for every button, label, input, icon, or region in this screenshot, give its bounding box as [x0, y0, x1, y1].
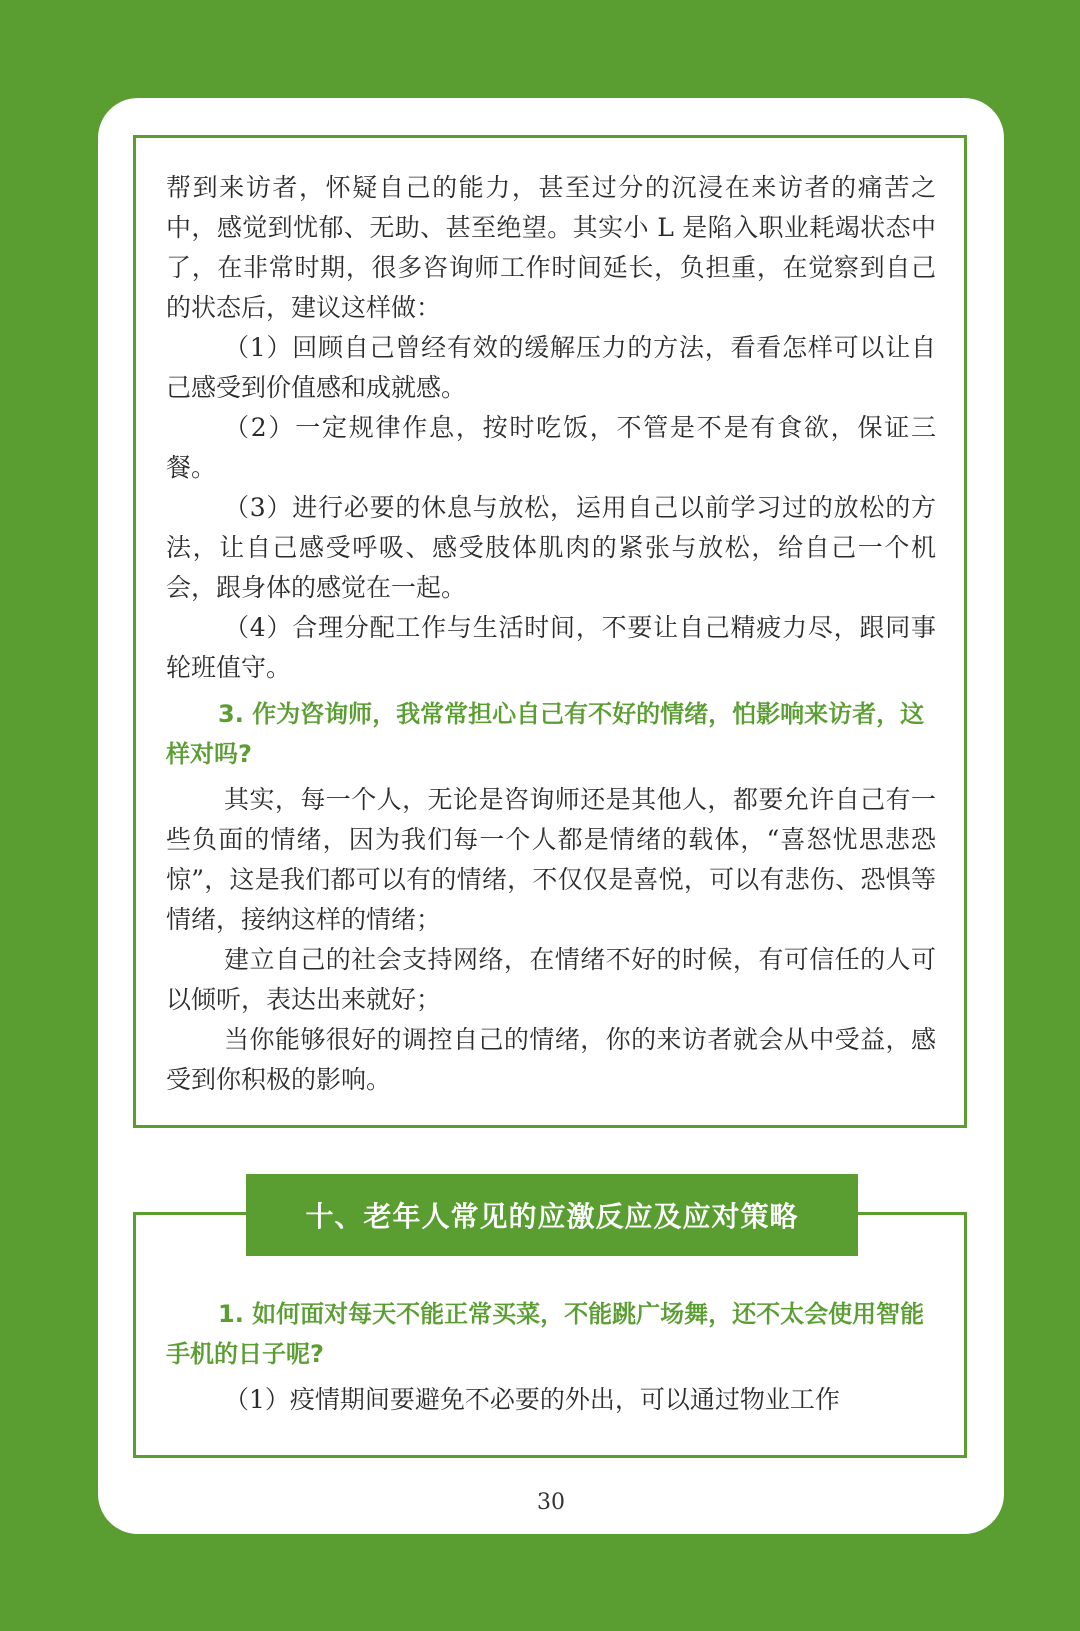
bottom-paragraph: （1）疫情期间要避免不必要的外出，可以通过物业工作 — [224, 1385, 840, 1414]
section-title: 十、老年人常见的应激反应及应对策略 — [305, 1200, 799, 1233]
question-heading-3: 3. 作为咨询师，我常常担心自己有不好的情绪，怕影响来访者，这样对吗? — [166, 700, 925, 768]
paragraph-intro: 帮到来访者，怀疑自己的能力，甚至过分的沉浸在来访者的痛苦之中，感觉到忧郁、无助、甚至绝望。其实小 L 是陷入职业耗竭状态中了，在非常时期，很多咨询师工作时间延长，负担重，在觉察到自己的状态后，建议这样做： — [166, 173, 936, 322]
section-title-banner — [246, 1174, 858, 1256]
bottom-content — [166, 1288, 936, 1420]
answer-paragraph-3: 当你能够很好的调控自己的情绪，你的来访者就会从中受益，感受到你积极的影响。 — [166, 1025, 936, 1094]
page-number: 30 — [537, 1490, 565, 1515]
answer-paragraph-2: 建立自己的社会支持网络，在情绪不好的时候，有可信任的人可以倾听，表达出来就好； — [166, 945, 936, 1014]
paragraph-step-3: （3）进行必要的休息与放松，运用自己以前学习过的放松的方法，让自己感受呼吸、感受肢体肌肉的紧张与放松，给自己一个机会，跟身体的感觉在一起。 — [166, 493, 936, 602]
answer-paragraph-1: 其实，每一个人，无论是咨询师还是其他人，都要允许自己有一些负面的情绪，因为我们每一个人都是情绪的载体，“喜怒忧思悲恐惊”，这是我们都可以有的情绪，不仅仅是喜悦，可以有悲伤、恐惧等情绪，接纳这样的情绪； — [166, 785, 936, 934]
page-card — [98, 98, 1004, 1534]
top-content — [166, 168, 936, 1100]
paragraph-step-2: （2）一定规律作息，按时吃饭，不管是不是有食欲，保证三餐。 — [166, 413, 936, 482]
paragraph-step-1: （1）回顾自己曾经有效的缓解压力的方法，看看怎样可以让自己感受到价值感和成就感。 — [166, 333, 936, 402]
paragraph-step-4: （4）合理分配工作与生活时间，不要让自己精疲力尽，跟同事轮班值守。 — [166, 613, 936, 682]
question-heading-1: 1. 如何面对每天不能正常买菜，不能跳广场舞，还不太会使用智能手机的日子呢? — [166, 1300, 925, 1368]
